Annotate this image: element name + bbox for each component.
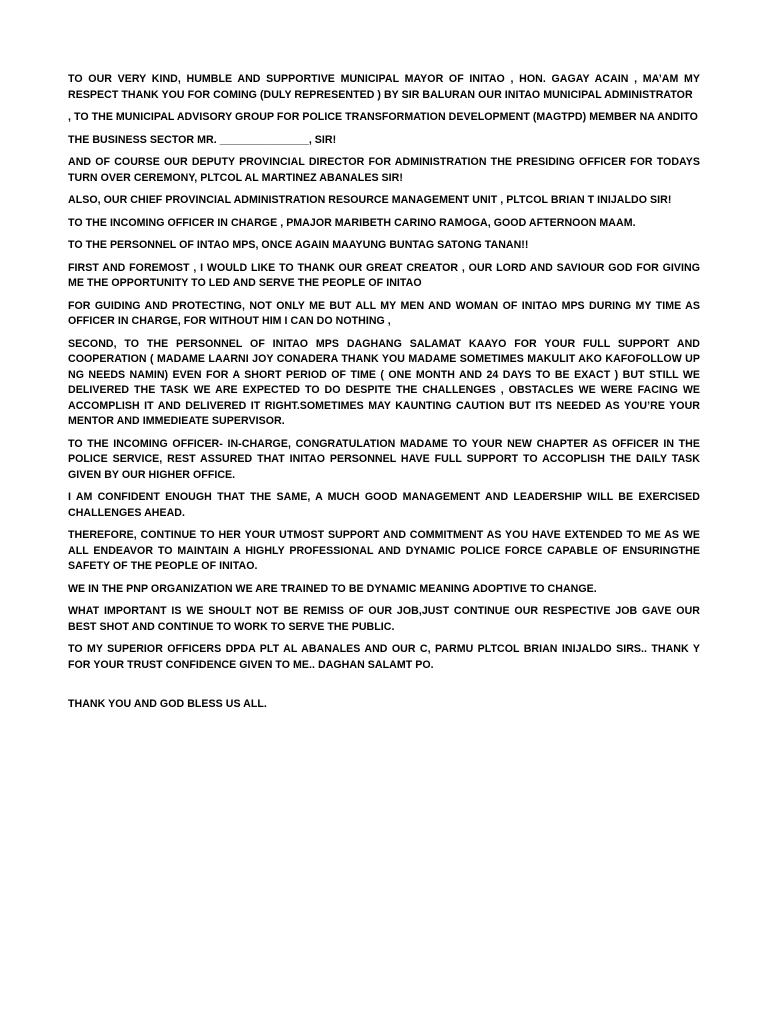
paragraph-pnp: WE IN THE PNP ORGANIZATION WE ARE TRAINED TO BE DYNAMIC MEANING ADOPTIVE TO CHANGE.	[68, 582, 597, 595]
paragraph-greeting-chief: ALSO, OUR CHIEF PROVINCIAL ADMINISTRATION RESOURCE MANAGEMENT UNIT , PLTCOL BRIAN T INIJALDO SIR!	[68, 194, 672, 206]
closing-line: THANK YOU AND GOD BLESS US ALL.	[68, 698, 267, 710]
paragraph-greeting-business: THE BUSINESS SECTOR MR. _______________, SIR!	[68, 133, 337, 146]
paragraph-greeting-mayor: TO OUR VERY KIND, HUMBLE AND SUPPORTIVE MUNICIPAL MAYOR OF INITAO , HON. GAGAY ACAIN , MA’AM MY RESPECT THANK YOU FOR COMING (DULY REPRESENTED ) BY SIR BALURAN OUR INITAO MUNICIPAL ADMINISTRATOR	[68, 73, 700, 101]
paragraph-greeting-magtpd: , TO THE MUNICIPAL ADVISORY GROUP FOR POLICE TRANSFORMATION DEVELOPMENT (MAGTPD) MEMBER NA ANDITO	[68, 111, 698, 123]
paragraph-confident: I AM CONFIDENT ENOUGH THAT THE SAME, A MUCH GOOD MANAGEMENT AND LEADERSHIP WILL BE EXERCISED CHALLENGES AHEAD.	[68, 491, 700, 519]
paragraph-incoming-oic: TO THE INCOMING OFFICER- IN-CHARGE, CONGRATULATION MADAME TO YOUR NEW CHAPTER AS OFFICER IN THE POLICE SERVICE, REST ASSURED THAT INITAO PERSONNEL HAVE FULL SUPPORT TO ACCOPLISH THE DAILY TASK GIVEN BY OUR HIGHER OFFICE.	[68, 437, 700, 481]
paragraph-superiors: TO MY SUPERIOR OFFICERS DPDA PLT AL ABANALES AND OUR C, PARMU PLTCOL BRIAN INIJALDO SIRS.. THANK Y FOR YOUR TRUST CONFIDENCE GIVEN TO ME.. DAGHAN SALAMT PO.	[68, 643, 700, 671]
paragraph-first: FIRST AND FOREMOST , I WOULD LIKE TO THANK OUR GREAT CREATOR , OUR LORD AND SAVIOUR GOD FOR GIVING ME THE OPPORTUNITY TO LED AND SERVE THE PEOPLE OF INITAO	[68, 261, 700, 289]
paragraph-therefore: THEREFORE, CONTINUE TO HER YOUR UTMOST SUPPORT AND COMMITMENT AS YOU HAVE EXTENDED TO ME AS WE ALL ENDEAVOR TO MAINTAIN A HIGHLY PROFESSIONAL AND DYNAMIC POLICE FORCE CAPABLE OF ENSURINGTHE SAFETY OF THE PEOPLE OF INITAO.	[68, 529, 700, 572]
paragraph-greeting-personnel: TO THE PERSONNEL OF INTAO MPS, ONCE AGAIN MAAYUNG BUNTAG SATONG TANAN!!	[68, 239, 529, 251]
paragraph-second: SECOND, TO THE PERSONNEL OF INITAO MPS DAGHANG SALAMAT KAAYO FOR YOUR FULL SUPPORT AND COOPERATION ( MADAME LAARNI JOY CONADERA THANK YOU MADAME SOMETIMES MAKULIT AKO KAFOFOLLOW UP NG NEEDS NAMIN) EVEN FOR A SHORT PERIOD OF TIME ( ONE MONTH AND 24 DAYS TO BE EXACT ) BUT STILL WE DELIVERED THE TASK WE ARE EXPECTED TO DO DESPITE THE CHALLENGES , OBSTACLES WE WERE FACING WE ACCOMPLISH IT AND DELIVERED IT RIGHT.SOMETIMES MAY KAUNTING CAUTION BUT ITS NEEDED AS YOU’RE YOUR MENTOR AND IMMEDIEATE SUPERVISOR.	[68, 337, 700, 427]
paragraph-greeting-deputy: AND OF COURSE OUR DEPUTY PROVINCIAL DIRECTOR FOR ADMINISTRATION THE PRESIDING OFFICER FOR TODAYS TURN OVER CEREMONY, PLTCOL AL MARTINEZ ABANALES SIR!	[68, 156, 700, 184]
paragraph-greeting-incoming: TO THE INCOMING OFFICER IN CHARGE , PMAJOR MARIBETH CARINO RAMOGA, GOOD AFTERNOON MAAM.	[68, 216, 636, 229]
paragraph-important: WHAT IMPORTANT IS WE SHOULT NOT BE REMISS OF OUR JOB,JUST CONTINUE OUR RESPECTIVE JOB GAVE OUR BEST SHOT AND CONTINUE TO WORK TO SERVE THE PUBLIC.	[68, 605, 700, 633]
paragraph-guiding: FOR GUIDING AND PROTECTING, NOT ONLY ME BUT ALL MY MEN AND WOMAN OF INITAO MPS DURING MY TIME AS OFFICER IN CHARGE, FOR WITHOUT HIM I CAN DO NOTHING ,	[68, 299, 700, 327]
